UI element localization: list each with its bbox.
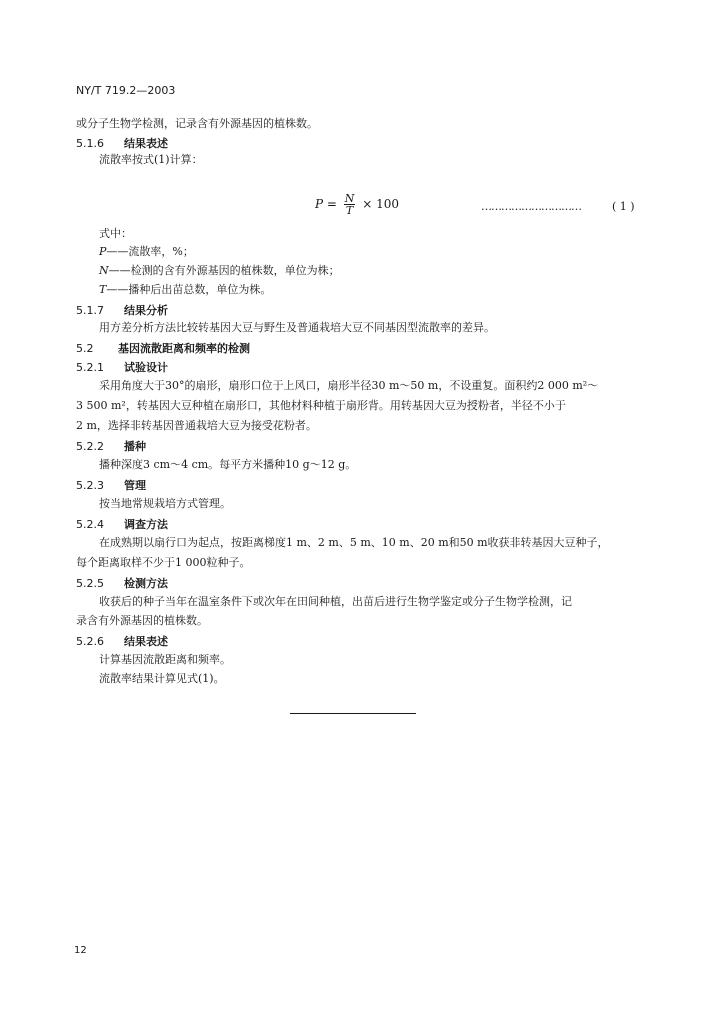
equation-number: ( 1 )	[612, 200, 635, 213]
section-heading-5-1-6	[76, 135, 168, 151]
formula-denominator: T	[345, 204, 354, 217]
paragraph-line: 播种深度3 cm～4 cm。每平方米播种10 g～12 g。	[99, 458, 357, 471]
section-heading-5-1-7	[76, 302, 168, 318]
section-heading-5-2-1	[76, 359, 168, 375]
end-rule	[290, 713, 416, 714]
paragraph-line: 2 m，选择非转基因普通栽培大豆为接受花粉者。	[76, 419, 317, 432]
standard-number: NY/T 719.2—2003	[76, 84, 176, 97]
section-heading-5-2-2	[76, 438, 146, 454]
paragraph-line: 按当地常规栽培方式管理。	[99, 497, 231, 510]
paragraph-line: 在成熟期以扇行口为起点，按距离梯度1 m、2 m、5 m、10 m、20 m和50 m收获非转基因大豆种子，	[99, 536, 609, 549]
definition-n: N——检测的含有外源基因的植株数，单位为株；	[99, 264, 340, 277]
section-heading-5-2	[76, 340, 250, 356]
paragraph-line: 3 500 m²，转基因大豆种植在扇形口，其他材料种植于扇形背。用转基因大豆为授粉者，半径不小于	[76, 399, 566, 412]
formula	[315, 193, 399, 216]
section-heading-5-2-3	[76, 477, 146, 493]
where-label: 式中：	[99, 227, 132, 240]
section-heading-5-2-5	[76, 575, 168, 591]
paragraph-line: 流散率按式(1)计算：	[99, 153, 203, 166]
section-title: 结果分析	[124, 304, 168, 317]
section-number: 5.2.3	[76, 479, 104, 492]
paragraph-line: 录含有外源基因的植株数。	[76, 614, 208, 627]
paragraph-line: 计算基因流散距离和频率。	[99, 653, 231, 666]
paragraph-line: 或分子生物学检测，记录含有外源基因的植株数。	[76, 117, 318, 130]
formula-lhs: P =	[315, 197, 337, 211]
paragraph-line: 每个距离取样不少于1 000粒种子。	[76, 556, 251, 569]
section-number: 5.2.4	[76, 518, 104, 531]
section-heading-5-2-6	[76, 633, 168, 649]
section-title: 播种	[124, 440, 146, 453]
section-title: 结果表述	[124, 635, 168, 648]
definition-t: T——播种后出苗总数，单位为株。	[99, 283, 272, 296]
section-heading-5-2-4	[76, 516, 168, 532]
formula-leader-dots: …………………………	[481, 200, 581, 213]
section-number: 5.2.1	[76, 361, 104, 374]
formula-fraction	[344, 193, 356, 216]
page-number: 12	[74, 945, 87, 956]
formula-rhs: × 100	[362, 197, 400, 211]
section-number: 5.2.6	[76, 635, 104, 648]
definition-p: P——流散率，%；	[99, 245, 194, 258]
paragraph-line: 采用角度大于30°的扇形，扇形口位于上风口，扇形半径30 m～50 m，不设重复。面积约2 000 m²～	[99, 379, 599, 392]
section-title: 试验设计	[124, 361, 168, 374]
section-title: 管理	[124, 479, 146, 492]
section-title: 基因流散距离和频率的检测	[118, 342, 250, 355]
paragraph-line: 收获后的种子当年在温室条件下或次年在田间种植，出苗后进行生物学鉴定或分子生物学检测，记	[99, 595, 572, 608]
section-number: 5.2.2	[76, 440, 104, 453]
section-number: 5.1.6	[76, 137, 104, 150]
section-number: 5.2	[76, 342, 94, 355]
section-number: 5.2.5	[76, 577, 104, 590]
paragraph-line: 流散率结果计算见式(1)。	[99, 672, 225, 685]
section-title: 调查方法	[124, 518, 168, 531]
section-number: 5.1.7	[76, 304, 104, 317]
paragraph-line: 用方差分析方法比较转基因大豆与野生及普通栽培大豆不同基因型流散率的差异。	[99, 321, 495, 334]
section-title: 结果表述	[124, 137, 168, 150]
section-title: 检测方法	[124, 577, 168, 590]
formula-numerator: N	[344, 192, 355, 205]
